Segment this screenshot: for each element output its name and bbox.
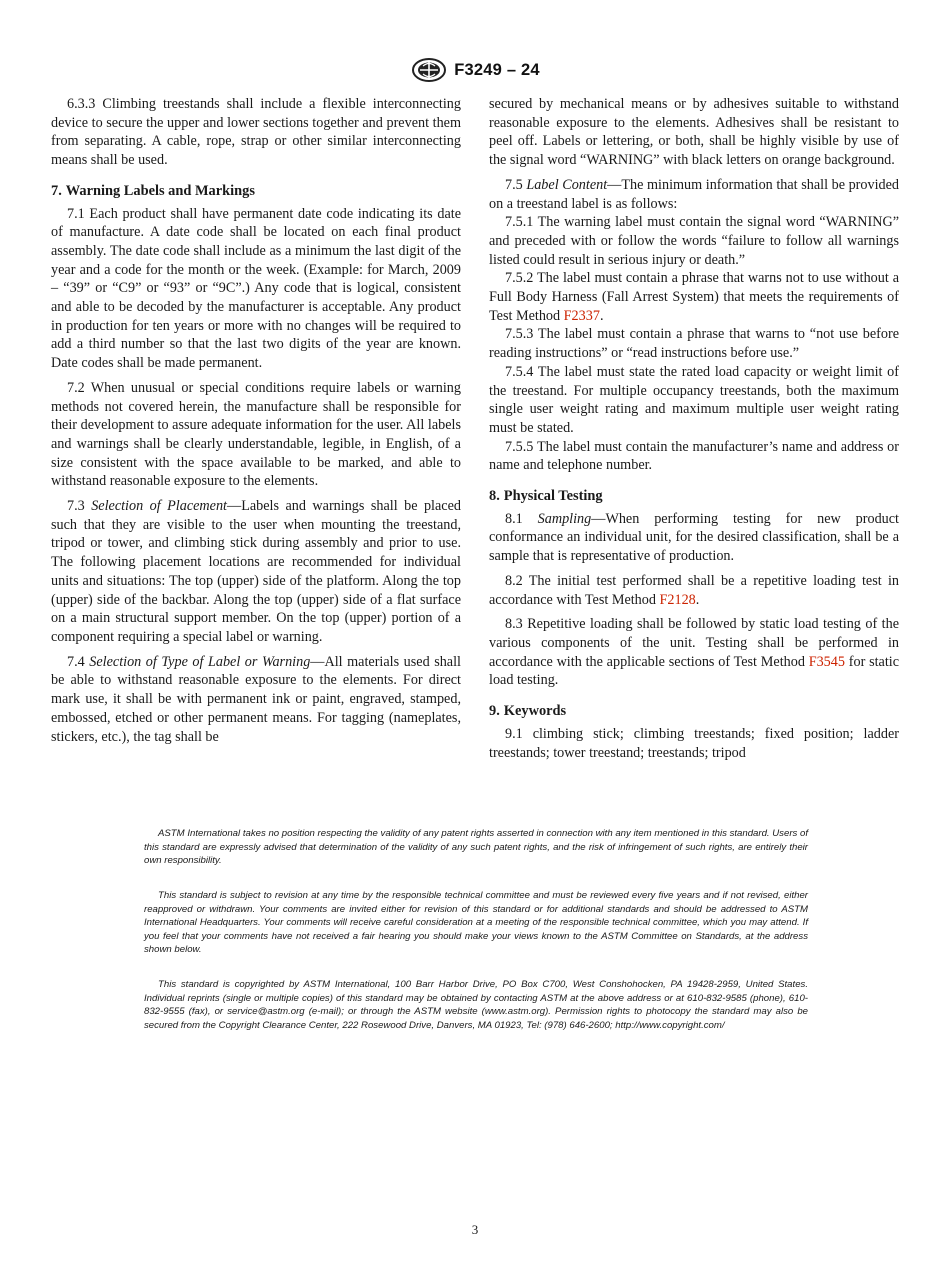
section-title: Warning Labels and Markings	[65, 182, 255, 199]
paragraph-body: —The minimum information that shall be provided on a treestand label is as follows:	[489, 176, 900, 212]
paragraph-title: Selection of Type of Label or Warning	[89, 653, 311, 670]
section-7-heading	[51, 182, 461, 201]
paragraph-7-5	[489, 176, 899, 213]
revision-notice	[144, 889, 808, 957]
paragraph-title: Selection of Placement	[91, 498, 228, 515]
paragraph-7-4	[51, 653, 461, 747]
paragraph-body: —All materials used shall be able to withstand reasonable exposure to the elements. For direct mark use, it shall be with permanent ink or paint, engraved, stamped, embossed, etched or other permanent means. For tagging (nameplates, stickers, etc.), the tag shall be	[51, 653, 461, 745]
paragraph-end: for static load testing.	[489, 653, 900, 689]
patent-notice-text: ASTM International takes no position respecting the validity of any patent rights asserted in connection with any item mentioned in this standard. Users of this standard are expressly advised that determination of the validity of any such patent rights, and the risk of infringement of such rights, are entirely their own responsibility.	[144, 828, 808, 867]
paragraph-number: 8.1	[505, 510, 523, 527]
copyright-notice-text: This standard is copyrighted by ASTM International, 100 Barr Harbor Drive, PO Box C700, West Conshohocken, PA 19428-2959, United States. Individual reprints (single or multiple copies) of this standard may be obtained by contacting ASTM at the above address or at 610-832-9585 (phone), 610-832-9555 (fax), or service@astm.org (e-mail); or through the ASTM website (www.astm.org). Permission rights to photocopy the standard may also be secured from the Copyright Clearance Center, 222 Rosewood Drive, Danvers, MA 01923, Tel: (978) 646-2600; http://www.copyright.com/	[144, 979, 808, 1031]
paragraph-7-3	[51, 497, 461, 647]
paragraph-6-3-3: 6.3.3 Climbing treestands shall include a flexible interconnecting device to secure the upper and lower sections together and prevent them from separating. A cable, rope, strap or other similar interconnecting means shall be used.	[51, 96, 461, 169]
paragraph-8-3	[489, 615, 899, 690]
paragraph-title: Label Content	[526, 176, 608, 193]
paragraph-7-5-3: 7.5.3 The label must contain a phrase that warns to “not use before reading instructions” or “read instructions before use.”	[489, 326, 899, 362]
paragraph-7-5-2	[489, 269, 899, 325]
copyright-notice	[144, 978, 808, 1032]
section-number: 9.	[489, 703, 500, 720]
link-f3545[interactable]: F3545	[808, 653, 845, 670]
paragraph-body: 7.5.2 The label must contain a phrase that warns not to use without a Full Body Harness (Fall Arrest System) that meets the requirements of Test Method	[489, 270, 899, 324]
paragraph-title: Sampling	[537, 510, 592, 527]
paragraph-end: .	[599, 307, 604, 324]
paragraph-7-5-5: 7.5.5 The label must contain the manufacturer’s name and address or name and telephone number.	[489, 438, 899, 474]
paragraph-7-4-continued: secured by mechanical means or by adhesives suitable to withstand reasonable exposure to the elements. Adhesives shall be resistant to peel off. Labels or lettering, or both, shall be highly visible by use of the signal word “WARNING” with black letters on orange background.	[489, 96, 899, 169]
link-f2128[interactable]: F2128	[659, 591, 696, 608]
paragraph-number: 7.3	[67, 498, 85, 515]
section-9-heading	[489, 702, 899, 721]
paragraph-number: 7.5	[505, 176, 523, 193]
paragraph-body: —Labels and warnings shall be placed such that they are visible to the user when mounting the treestand, tripod or tower, and climbing stick during assembly and prior to use. The following placement locations are recommended for individual units and situations: The top (upper) side of the platform. Along the top (upper) side of the backbar. Along the top (upper) side of a flat surface on a main structural support member. On the top (upper) portion of a component requiring a special label or warning.	[51, 498, 461, 645]
astm-logo-icon	[410, 57, 448, 83]
right-column	[489, 95, 899, 762]
section-number: 8.	[489, 488, 500, 505]
paragraph-7-5-4: 7.5.4 The label must state the rated load capacity or weight limit of the treestand. For multiple occupancy treestands, both the maximum single user weight rating and maximum multiple user weight rating must be stated.	[489, 363, 899, 436]
section-title: Keywords	[503, 703, 567, 720]
section-title: Physical Testing	[503, 488, 603, 505]
section-number: 7.	[51, 182, 62, 199]
page-header	[0, 56, 950, 84]
paragraph-7-5-1: 7.5.1 The warning label must contain the signal word “WARNING” and preceded with or follow the words “failure to follow all warnings listed could result in serious injury or death.”	[489, 214, 899, 268]
paragraph-body: —When performing testing for new product conformance an individual unit, for the desired classification, shall be a sample that is representative of production.	[489, 510, 899, 565]
paragraph-number: 7.4	[67, 653, 85, 670]
paragraph-body: 8.3 Repetitive loading shall be followed by static load testing of the various components of the unit. Testing shall be performed in accordance with the applicable sections of Test Method	[489, 616, 899, 670]
paragraph-8-1	[489, 510, 899, 566]
link-f2337[interactable]: F2337	[563, 307, 600, 324]
paragraph-9-1: 9.1 climbing stick; climbing treestands; fixed position; ladder treestands; tower treestand; treestands; tripod	[489, 725, 899, 761]
standard-designation: F3249 – 24	[454, 60, 540, 79]
paragraph-7-2: 7.2 When unusual or special conditions require labels or warning methods not covered herein, the manufacture shall be responsible for their development to assure adequate information for the user. All labels and warnings shall be clearly understandable, legible, in English, of a size consistent with the space available to be marked, and able to withstand reasonable exposure to the elements.	[51, 379, 461, 490]
patent-notice	[144, 827, 808, 868]
paragraph-8-2	[489, 572, 899, 609]
page-number: 3	[471, 1222, 479, 1237]
paragraph-end: .	[695, 591, 700, 608]
section-8-heading	[489, 487, 899, 506]
left-column	[51, 95, 461, 746]
paragraph-body: 8.2 The initial test performed shall be a repetitive loading test in accordance with Test Method	[489, 572, 899, 608]
revision-notice-text: This standard is subject to revision at any time by the responsible technical committee and must be reviewed every five years and if not revised, either reapproved or withdrawn. Your comments are invited either for revision of this standard or for additional standards and should be addressed to ASTM International Headquarters. Your comments will receive careful consideration at a meeting of the responsible technical committee, which you may attend. If you feel that your comments have not received a fair hearing you should make your views known to the ASTM Committee on Standards, at the address shown below.	[144, 890, 808, 956]
paragraph-7-1: 7.1 Each product shall have permanent date code indicating its date of manufacture. A date code shall be located on each final product assembly. The date code shall include as a minimum the last digit of the year and a code for the month or the week. (Example: for March, 2009 – “39” or “C9” or “93” or “9C”.) Any code that is logical, consistent and able to be decoded by the manufacturer is acceptable. Any product in production for ten years or more with no changes will be required to add a third number so that the last two digits of the year are known. Date codes shall be made permanent.	[51, 205, 461, 372]
